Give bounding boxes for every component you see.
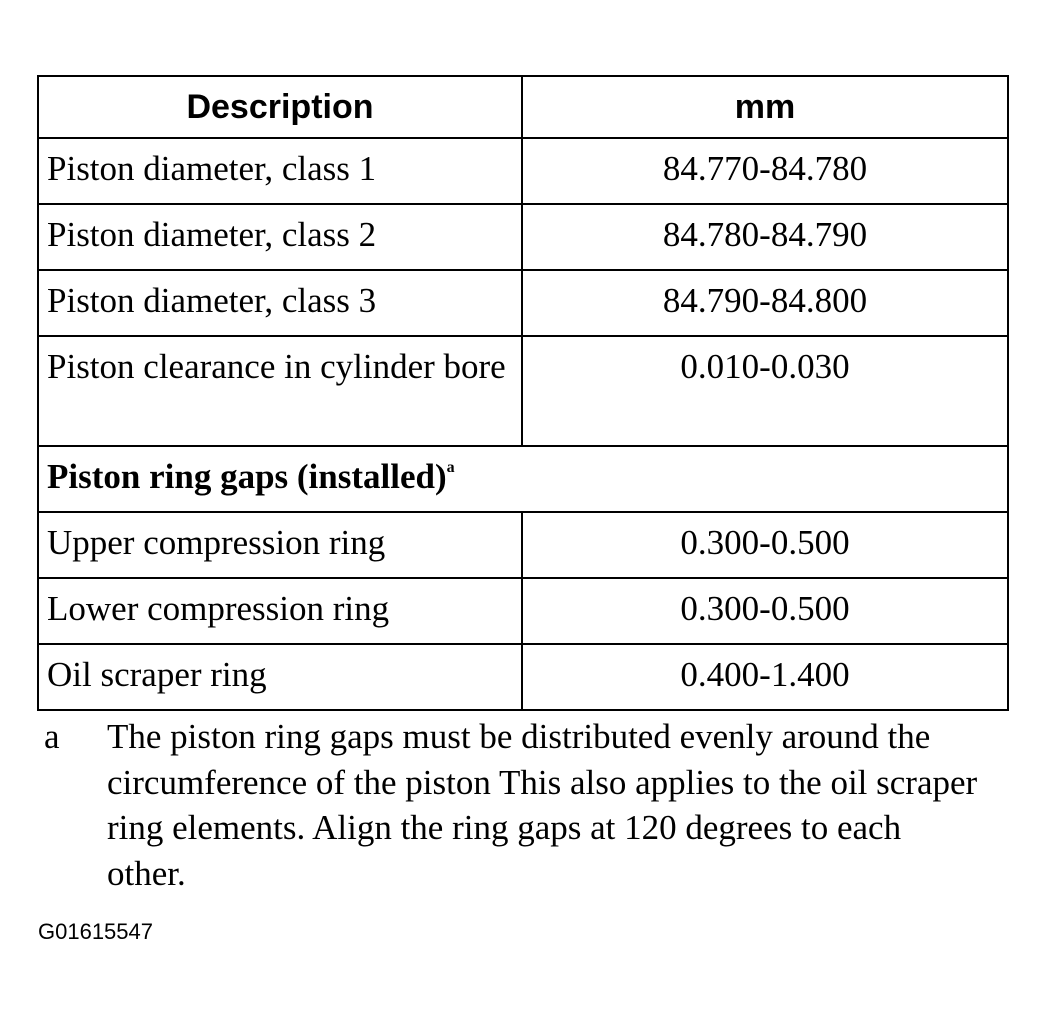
table-row <box>38 578 1008 644</box>
table-row <box>38 336 1008 446</box>
header-mm: mm <box>522 76 1008 138</box>
row-value: 0.300-0.500 <box>522 512 1008 578</box>
section-row <box>38 446 1008 512</box>
row-description: Oil scraper ring <box>38 644 522 710</box>
table-header-row <box>38 76 1008 138</box>
row-description: Piston diameter, class 2 <box>38 204 522 270</box>
row-description: Piston diameter, class 3 <box>38 270 522 336</box>
section-title: Piston ring gaps (installed) <box>47 457 447 496</box>
row-value: 84.770-84.780 <box>522 138 1008 204</box>
table-row <box>38 138 1008 204</box>
footnote-text: The piston ring gaps must be distributed evenly around the circumference of the piston This also applies to the oil scraper ring elements. Align the ring gaps at 120 degrees to each other. <box>107 717 978 893</box>
row-value: 0.010-0.030 <box>522 336 1008 446</box>
footnote <box>44 714 984 896</box>
row-value: 84.790-84.800 <box>522 270 1008 336</box>
footnote-marker: a <box>44 717 60 756</box>
row-description: Piston diameter, class 1 <box>38 138 522 204</box>
figure-id: G01615547 <box>38 919 153 944</box>
table-row <box>38 512 1008 578</box>
table-row <box>38 644 1008 710</box>
specification-table <box>37 75 1009 711</box>
footnote-reference: a <box>446 459 455 476</box>
row-description: Piston clearance in cylinder bore <box>38 336 522 446</box>
section-heading <box>38 446 1008 512</box>
row-description: Upper compression ring <box>38 512 522 578</box>
row-value: 0.400-1.400 <box>522 644 1008 710</box>
row-value: 84.780-84.790 <box>522 204 1008 270</box>
row-description: Lower compression ring <box>38 578 522 644</box>
table-row <box>38 270 1008 336</box>
header-description: Description <box>38 76 522 138</box>
row-value: 0.300-0.500 <box>522 578 1008 644</box>
table-row <box>38 204 1008 270</box>
